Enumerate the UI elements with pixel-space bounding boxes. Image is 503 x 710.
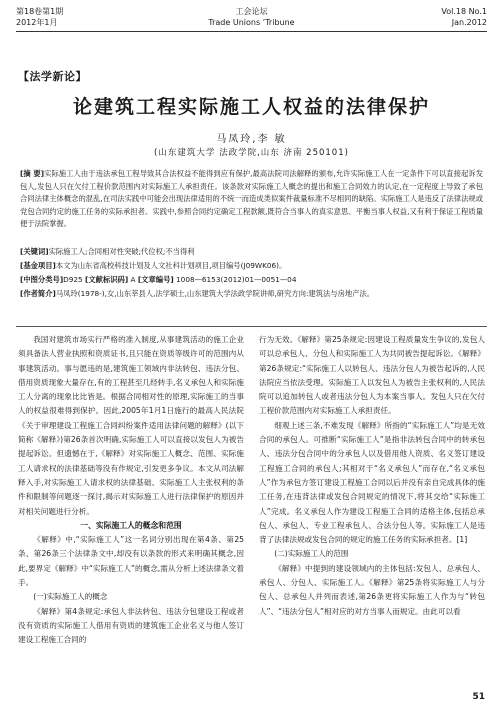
- volume-issue-en: Vol.18 No.1: [441, 7, 487, 16]
- paragraph: 我国对建筑市场实行严格的准入制度,从事建筑活动的施工企业须具备法人营业执照和资质证书,且只能在资质等级许可的范围内从事建筑活动。事与愿违的是,建筑施工领域内非法转包、违法分包、借用资质现象大量存在,有的工程甚至几经转手,名义承包人和实际施工人分离的现象比比皆是。根据合同相对性的原理,实际施工的当事人的权益很难得到保护。因此,2005年1月1日施行的最高人民法院《关于审理建设工程施工合同纠纷案件适用法律问题的解释》(以下简称《解释》)第26条首次明确,实际施工人可以直接以发包人为被告提起诉讼。但遗憾在于,《解释》对实际施工人概念、范围、实际施工人请求权的法律基础等没有作规定,引发更多争议。本文从司法解释入手,对实际施工人请求权的法律基础、实际施工人主张权利的条件和限制等问题逐一探讨,揭示对实际施工人进行法律保护的原因并对相关问题进行分析。: [18, 335, 244, 516]
- subsection-heading: (一)实际施工人的概念: [33, 592, 108, 602]
- author-info-label: [作者简介]: [20, 289, 56, 298]
- paragraph: 《解释》第4条规定:承包人非法转包、违法分包建设工程或者没有资质的实际施工人借用有资质的建筑施工企业名义与他人签订建设工程施工合同的: [18, 606, 244, 645]
- article-id-value: 1008—6153(2012)01—0051—04: [176, 275, 297, 284]
- subsection-heading: (二)实际施工人的范围: [274, 549, 349, 559]
- paragraph: 《解释》中提到的建设领域内的主体包括:发包人、总承包人、承包人、分包人、实际施工人。《解释》第25条将实际施工人与分包人、总承包人并列而表述,第26条更将实际施工人作为与“转包人”、“违法分包人”相对应的对方当事人而规定。由此可以看: [259, 563, 485, 616]
- abstract-divider: [16, 326, 487, 327]
- journal-volume-en: [441, 6, 487, 28]
- keywords-label: [关键词]: [20, 247, 49, 256]
- body-column-right: [259, 333, 485, 619]
- clc-label: [中图分类号]: [20, 275, 64, 284]
- keywords-text: 实际施工人;合同相对性突破;代位权;不当得利: [48, 247, 195, 256]
- journal-name-cn: 工会论坛: [235, 7, 268, 16]
- paragraph: 《解释》中,“实际施工人”这一名词分别出现在第4条、第25条、第26条三个法律条文中,却没有以条款的形式来明确其概念,因此,要界定《解释》中“实际施工人”的概念,需从分析上述法律条文着手。: [18, 535, 244, 588]
- paragraph: 行为无效。《解释》第25条规定:因建设工程质量发生争议的,发包人可以总承包人、分包人和实际施工人为共同被告提起诉讼。《解释》第26条规定:“实际施工人以转包人、违法分包人为被告起诉的,人民法院应当依法受理。实际施工人以发包人为被告主张权利的,人民法院可以追加转包人或者违法分包人为本案当事人。发包人只在欠付工程价款范围内对实际施工人承担责任。: [259, 335, 485, 416]
- page-number: 51: [472, 692, 485, 702]
- body-column-left: [18, 333, 244, 648]
- doc-code-label: [文献标识码]: [85, 275, 129, 284]
- header-rule: [16, 31, 487, 32]
- abstract-label: [摘 要]: [20, 169, 45, 178]
- abstract-text: 实际施工人由于违法承包工程导致其合法权益不能得到应有保护,最高法院司法解释的颁布,允许实际施工人在一定条件下可以直接起诉发包人,发包人只在欠付工程价款范围内对实际施工人承担责任。该条款对实际施工人概念的提出和施工合同效力的认定,在一定程度上导致了承包合同法律主体概念的混乱,在司法实践中可能会出现法律适用的不统一而造成类似案件裁量标准不尽相同的缺陷。实际施工人是违反了法律法规或党包合同约定的施工任务的实际承担者。实践中,参照合同约定确定工程款额,既符合当事人的真实意思、平衡当事人权益,又有利于保证工程质量便于法院掌握。: [20, 169, 483, 229]
- section-heading: 一、实际施工人的概念和范围: [80, 520, 182, 530]
- fund-text: 本文为山东省高校科技计划及人文社科计划项目,项目编号(J09WK06)。: [55, 261, 287, 270]
- author-info: [20, 288, 483, 300]
- paragraph: 细观上述三条,不难发现《解释》所指的“实际施工人”均是无效合同的承包人。可推断“实际施工人”是指非法转包合同中的转承包人、违法分包合同中的分承包人以及借用他人资质、名义签订建设工程施工合同的承包人;其相对于“名义承包人”而存在,“名义承包人”作为承包方签订建设工程施工合同以后并没有亲自完成具体的施工任务,在违背法律或发包合同规定的情况下,将其交给“实际施工人”完成。名义承包人作为建设工程施工合同的适格主体,包括总承包人、承包人、专业工程承包人、合法分包人等。实际施工人是违背了法律法规或发包合同的规定的施工任务的实际承担者。[1]: [259, 420, 485, 545]
- article-authors: 马凤玲,李 敏: [216, 134, 287, 145]
- issue-date-en: Jan.2012: [451, 18, 487, 27]
- classification-info: [20, 274, 483, 286]
- fund-label: [基金项目]: [20, 261, 56, 270]
- abstract: [20, 168, 483, 231]
- keywords: [20, 246, 483, 258]
- author-info-text: 马凤玲(1978-),女,山东莘县人,法学硕士,山东建筑大学法政学院讲师,研究方向:建筑法与房地产法。: [55, 289, 375, 298]
- article-id-label: [文章编号]: [137, 275, 174, 284]
- author-affiliation: (山东建筑大学 法政学院,山东 济南 250101): [154, 148, 349, 158]
- section-tag: 【法学新论】: [18, 70, 87, 83]
- article-title: 论建筑工程实际施工人权益的法律保护: [72, 96, 430, 118]
- fund-info: [20, 260, 483, 272]
- volume-issue: 第18卷第1期: [16, 7, 64, 16]
- running-header: [16, 6, 487, 32]
- journal-name-en: Trade Unions ’Tribune: [208, 18, 295, 27]
- issue-date: 2012年1月: [16, 18, 58, 27]
- journal-name: [16, 6, 487, 28]
- doc-code-value: A: [130, 275, 136, 284]
- clc-value: D925: [63, 275, 83, 284]
